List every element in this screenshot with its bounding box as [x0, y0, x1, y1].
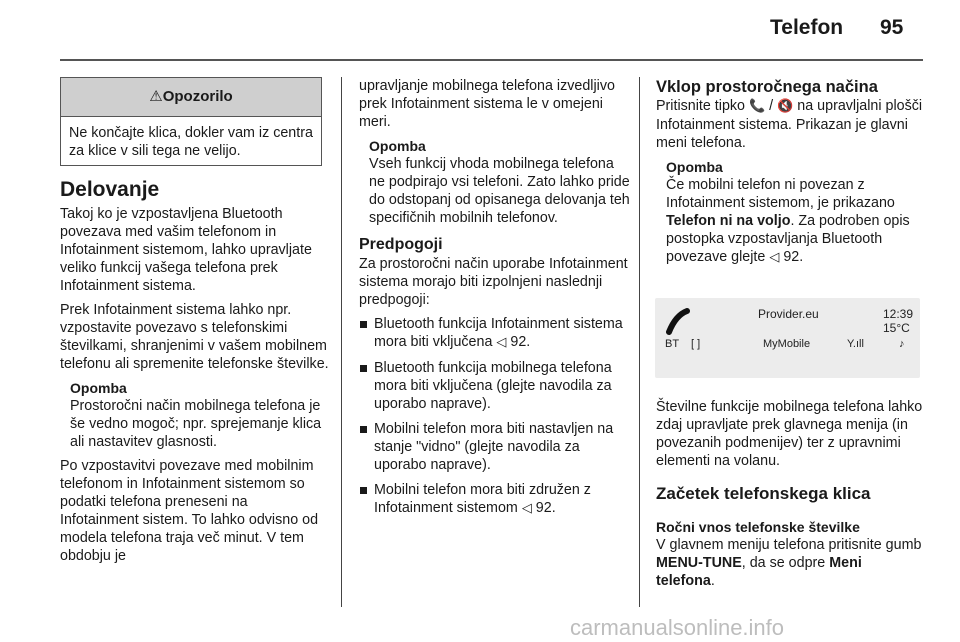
provider-label: Provider.eu	[758, 307, 819, 321]
paragraph: Takoj ko je vzpostavljena Bluetooth povezava med vašim telefonom in Infotainment sistemom, lahko upravljate veliko funkcij vašega telefona prek Infotainment sistema.	[60, 206, 312, 294]
brackets-label: [ ]	[691, 338, 701, 350]
page-ref-icon: ◁	[496, 335, 507, 350]
infotainment-display	[655, 298, 920, 378]
prerequisite-list	[359, 315, 631, 518]
note	[359, 137, 631, 227]
slash: /	[769, 98, 774, 114]
paragraph-text: V glavnem meniju telefona pritisnite gumb	[656, 537, 922, 553]
clock: 12:39	[883, 307, 914, 321]
section-heading-delovanje: Delovanje	[60, 178, 160, 201]
device-name: MyMobile	[763, 338, 811, 350]
warning-header	[61, 78, 321, 117]
bullet-icon	[360, 487, 367, 494]
bullet-icon	[360, 426, 367, 433]
paragraph-text: , da se odpre	[741, 555, 826, 571]
page-title: Telefon	[770, 16, 844, 39]
paragraph	[656, 97, 924, 152]
column-divider-2	[639, 77, 640, 607]
paragraph: upravljanje mobilnega telefona izvedljivo prek Infotainment sistema le v omejeni meri.	[359, 78, 615, 130]
column-2	[359, 77, 631, 525]
phone-menu-label: Meni telefona	[656, 555, 862, 589]
bt-label: BT	[665, 338, 680, 350]
list-item	[359, 315, 631, 352]
signal-icon: Y.ıll	[847, 338, 864, 350]
mute-icon: 🔇	[777, 99, 794, 114]
paragraph: Za prostoročni način uporabe Infotainment sistema morajo biti izpolnjeni naslednji predpogoji:	[359, 256, 628, 308]
handset-icon	[665, 308, 691, 336]
warning-box	[60, 77, 322, 166]
paragraph: Po vzpostavitvi povezave med mobilnim telefonom in Infotainment sistemom so podatki telefona preneseni na Infotainment sistem. To lahko odvisno od modela telefona traja več minut. V tem obdobju je	[60, 458, 319, 564]
warning-text: Ne končajte klica, dokler vam iz centra za klice v sili tega ne velijo.	[69, 125, 313, 159]
temperature: 15°C	[883, 321, 910, 335]
section-heading-predpogoji: Predpogoji	[359, 236, 443, 253]
bullet-icon	[360, 321, 367, 328]
warning-icon: ⚠	[149, 88, 163, 105]
page-ref[interactable]: 92.	[783, 249, 804, 265]
page-ref-icon: ◁	[769, 250, 780, 265]
list-item-text: Mobilni telefon mora biti nastavljen na stanje "vidno" (glejte navodila za uporabo naprave).	[374, 421, 614, 473]
note-text	[666, 176, 924, 267]
warning-title: Opozorilo	[162, 88, 233, 105]
page-ref[interactable]: 92.	[510, 334, 531, 350]
column-3-lower	[656, 398, 924, 596]
list-item	[359, 481, 631, 518]
page-ref-icon: ◁	[521, 501, 532, 516]
page-ref[interactable]: 92.	[535, 500, 556, 516]
subheading: Ročni vnos telefonske številke	[656, 519, 860, 535]
paragraph-text: na upravljalni plošči Infotainment sistema. Prikazan je glavni meni telefona.	[656, 98, 923, 151]
paragraph	[656, 536, 924, 590]
note-text-part: Če mobilni telefon ni povezan z Infotainment sistemom, je prikazano	[666, 177, 895, 211]
audio-icon: ♪	[899, 338, 905, 350]
note-text: Vseh funkcij vhoda mobilnega telefona ne podpirajo vsi telefoni. Zato lahko pride do odstopanj od opisanega delovanja teh specifičnih mobilnih telefonov.	[369, 156, 630, 226]
section-heading-zacetek: Začetek telefonskega klica	[656, 484, 871, 503]
paragraph: Številne funkcije mobilnega telefona lahko zdaj upravljate prek glavnega menija (in povezanih podmenijev) ter z upravnimi elementi na volanu.	[656, 399, 923, 469]
note-text: Prostoročni način mobilnega telefona je še vedno mogoč; npr. sprejemanje klica ali nastavitev glasnosti.	[70, 398, 322, 450]
header-rule	[60, 59, 923, 61]
paragraph: Prek Infotainment sistema lahko npr. vzpostavite povezavo s telefonskimi številkami, shranjenimi v vašem mobilnem telefonu ali spremenite telefonske številke.	[60, 302, 329, 372]
column-divider-1	[341, 77, 342, 607]
bullet-icon	[360, 365, 367, 372]
column-1	[60, 177, 330, 571]
phone-icon: 📞	[748, 99, 766, 114]
menu-tune-label: MENU-TUNE	[656, 555, 742, 571]
list-item-text: Bluetooth funkcija mobilnega telefona mora biti vključena (glejte navodila za uporabo naprave).	[374, 360, 612, 412]
note	[656, 158, 924, 267]
page-number: 95	[880, 16, 904, 39]
list-item	[359, 420, 631, 474]
note-title: Opomba	[666, 159, 723, 175]
note-title: Opomba	[369, 138, 426, 154]
paragraph-text: .	[710, 573, 715, 589]
section-heading-vklop: Vklop prostoročnega načina	[656, 78, 878, 96]
list-item-text: Bluetooth funkcija Infotainment sistema mora biti vključena	[374, 316, 623, 350]
list-item-text: Mobilni telefon mora biti združen z Infotainment sistemom	[374, 482, 591, 516]
watermark: carmanualsonline.info	[570, 615, 785, 640]
paragraph-text: Pritisnite tipko	[656, 98, 745, 114]
note-text-part: . Za podroben opis postopka vzpostavljanja Bluetooth povezave glejte	[666, 213, 910, 265]
note	[60, 379, 330, 451]
list-item	[359, 359, 631, 413]
note-bold-text: Telefon ni na voljo	[666, 213, 791, 229]
note-title: Opomba	[70, 380, 127, 396]
column-3	[656, 77, 924, 267]
